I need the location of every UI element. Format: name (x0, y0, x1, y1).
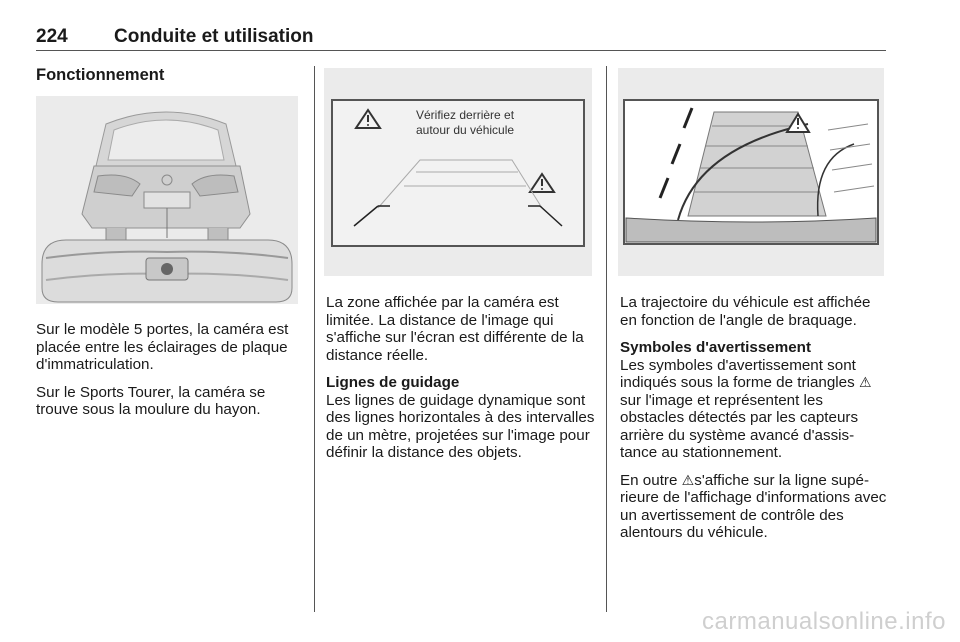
trajectory-display-illustration (618, 68, 884, 276)
subheading: Symboles d'avertissement (620, 339, 812, 356)
warning-triangle-icon: ⚠ (858, 374, 872, 390)
chapter-title: Conduite et utilisation (114, 26, 314, 47)
paragraph: s'affiche sur la ligne supé-rieure de l'affichage d'informations avec un avertissement de contrôle des alentours du véhicule. (620, 471, 887, 541)
page-header (36, 26, 886, 52)
paragraph: Les lignes de guidage dynamique sont des lignes horizontales à des intervalles de un mètre, projetées sur l'image pour définir la distance des objets. (326, 391, 595, 461)
paragraph: En outre (620, 471, 678, 489)
watermark: carmanualsonline.info (702, 608, 946, 635)
paragraph: La trajectoire du véhicule est affichée en fonction de l'angle de braquage. (620, 294, 871, 329)
column-3-text (620, 294, 888, 552)
page-number: 224 (36, 26, 68, 47)
paragraph: Sur le modèle 5 portes, la caméra est placée entre les éclairages de plaque d'immatriculation. (36, 321, 289, 373)
column-1-text (36, 321, 302, 429)
column-2-text (326, 294, 596, 472)
paragraph: La zone affichée par la caméra est limitée. La distance de l'image qui s'affiche sur l'écran est différente de la distance réelle. (326, 294, 584, 364)
warning-triangle-icon: ⚠ (681, 471, 695, 488)
header-divider (36, 50, 886, 51)
subheading: Lignes de guidage (326, 374, 460, 391)
car-rear-camera-illustration (36, 96, 298, 304)
section-title: Fonctionnement (36, 66, 165, 84)
column-divider (606, 66, 607, 612)
camera-screen-illustration (324, 68, 592, 276)
paragraph: sur l'image et représentent les obstacles détectés par les capteurs arrière du système avancé d'assis-tance au stationnement. (620, 391, 859, 461)
paragraph: Sur le Sports Tourer, la caméra se trouve sous la moulure du hayon. (36, 383, 266, 418)
paragraph: Les symboles d'avertissement sont indiqués sous la forme de triangles (620, 356, 856, 391)
screen-warning-text: Vérifiez derrière et (416, 108, 515, 122)
screen-warning-text: autour du véhicule (416, 123, 515, 137)
column-divider (314, 66, 315, 612)
